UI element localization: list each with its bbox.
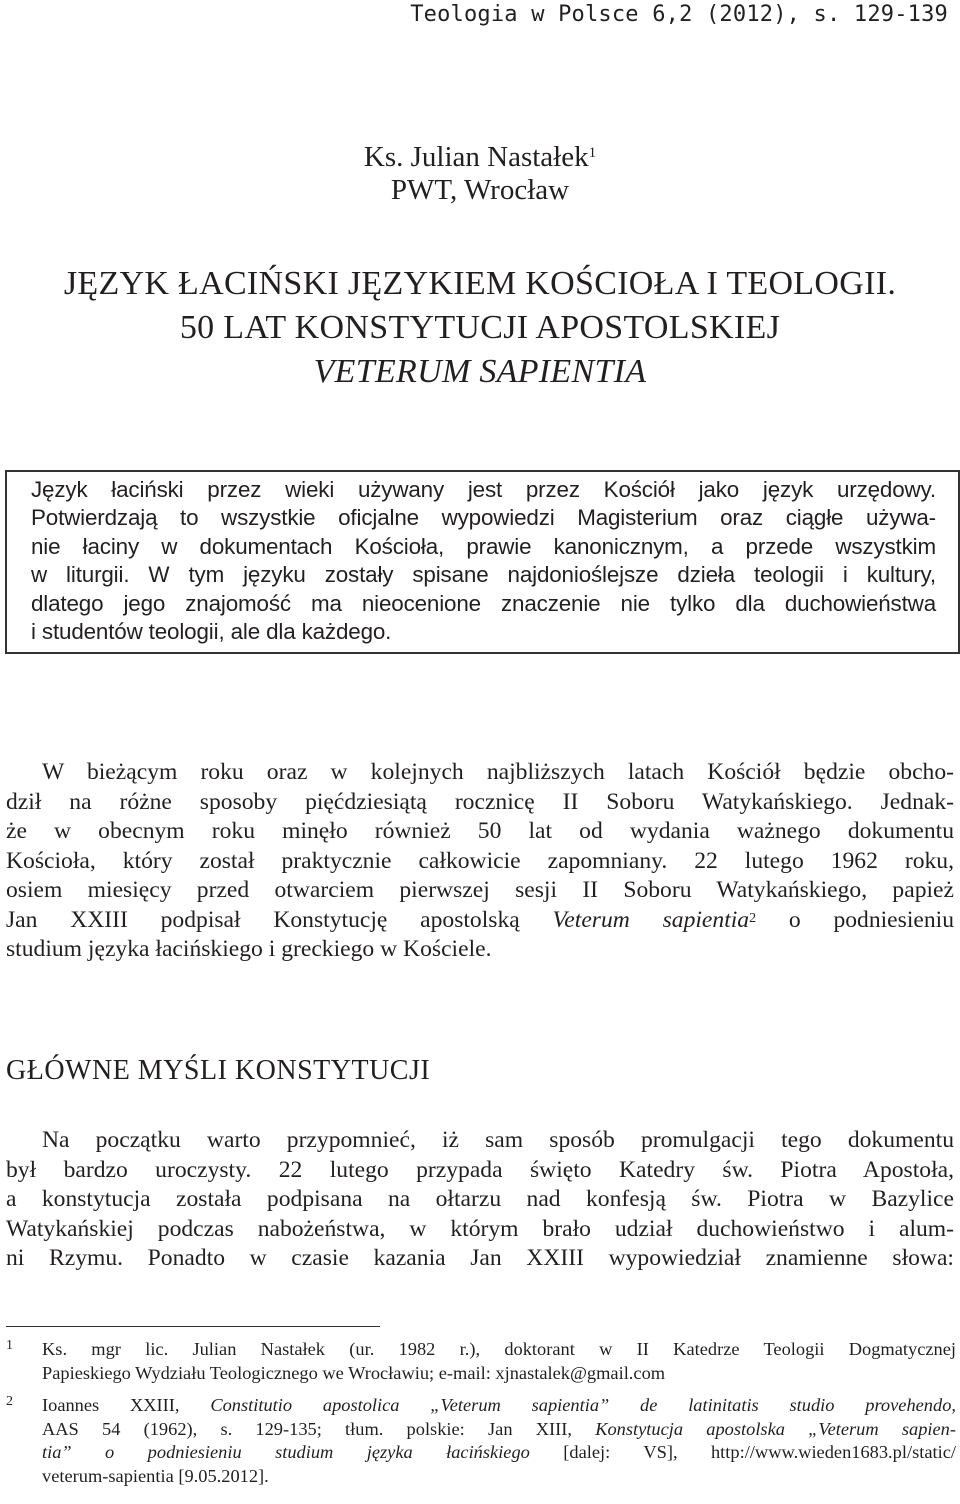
article-title [0,262,960,394]
paragraph-line: Watykańskiej podczas nabożeństwa, w którym brało udział duchowieństwo i alum- [6,1215,954,1242]
footnote-number: 1 [6,1338,13,1353]
line-text: [dalej: VS], http://www.wieden1683.pl/static/ [529,1442,956,1462]
footnote-line: Papieskiego Wydziału Teologicznego we Wrocławiu; e-mail: xjnastalek@gmail.com [42,1362,666,1383]
paragraph-line: Kościoła, który został praktycznie całkowicie zapomniany. 22 lutego 1962 roku, [6,847,954,874]
footnote-text [42,1338,956,1385]
paragraph-line [6,906,954,936]
italic-text: tia” o podniesieniu studium języka łacińskiego [42,1442,530,1462]
author-footnote-ref: 1 [588,145,597,161]
abstract-line: Potwierdzają to wszystkie oficjalne wypowiedzi Magisterium oraz ciągłe używa- [31,505,936,531]
paragraph-line: był bardzo uroczysty. 22 lutego przypada święto Katedry św. Piotra Apostoła, [6,1156,954,1183]
abstract-line: nie łaciny w dokumentach Kościoła, prawie kanonicznym, a przede wszystkim [31,533,936,559]
footnote-line [42,1394,956,1418]
line-text: Jan XXIII podpisał Konstytucję apostolską [6,906,553,933]
author-name [0,140,960,174]
paragraph-line: W bieżącym roku oraz w kolejnych najbliższych latach Kościół będzie obcho- [42,759,954,785]
paragraph-line: studium języka łacińskiego i greckiego w Kościele. [6,936,492,962]
author-name-text: Ks. Julian Nastałek [363,141,589,173]
line-text: Ioannes XXIII, [42,1395,211,1415]
author-affiliation: PWT, Wrocław [390,174,570,206]
italic-text: Konstytucja apostolska „Veterum sapien- [595,1418,956,1439]
abstract-line: i studentów teologii, ale dla każdego. [31,619,392,645]
line-text: o podniesieniu [756,906,955,933]
title-line-2: 50 LAT KONSTYTUCJI APOSTOLSKIEJ [179,309,781,346]
abstract-line: Język łaciński przez wieki używany jest przez Kościół jako język urzędowy. [31,477,936,502]
journal-header: Teologia w Polsce 6,2 (2012), s. 129-139 [410,2,948,27]
footnote-line: veterum-sapientia [9.05.2012]. [42,1465,269,1486]
italic-text: Constitutio apostolica „Veterum sapientia” de latinitatis studio provehendo, [210,1395,956,1415]
paragraph-line: że w obecnym roku minęło również 50 lat od wydania ważnego dokumentu [6,818,954,844]
footnote-divider [6,1326,380,1327]
paragraph-line: osiem miesięcy przed otwarciem pierwszej sesji II Soboru Watykańskiego, papież [6,877,954,903]
footnote-number: 2 [6,1394,13,1409]
paragraph-line: ni Rzymu. Ponadto w czasie kazania Jan XXIII wypowiedział znamienne słowa: [6,1245,954,1271]
line-text: AAS 54 (1962), s. 129-135; tłum. polskie: Jan XIII, [42,1418,596,1439]
paragraph-line: Na początku warto przypomnieć, iż sam sposób promulgacji tego dokumentu [42,1127,954,1153]
abstract-line: w liturgii. W tym języku zostały spisane najdonioślejsze dzieła teologii i kultury, [31,562,936,588]
body-paragraph-2 [6,1126,954,1274]
document-title-italic: Veterum sapientia [552,906,750,933]
title-line-3: VETERUM SAPIENTIA [313,353,647,390]
footnote-line [42,1418,956,1442]
paragraph-line: a konstytucja została podpisana na ołtarzu nad konfesją św. Piotra w Bazylice [6,1186,954,1212]
abstract-box [5,470,960,654]
footnote-text [42,1394,956,1488]
paragraph-line: dził na różne sposoby pięćdziesiątą rocznicę II Soboru Watykańskiego. Jednak- [6,788,954,815]
title-line-1: JĘZYK ŁACIŃSKI JĘZYKIEM KOŚCIOŁA I TEOLOGII. [63,265,897,302]
footnote-ref-2: 2 [749,910,757,926]
abstract-line: dlatego jego znajomość ma nieocenione znaczenie nie tylko dla duchowieństwa [31,590,936,616]
section-heading: GŁÓWNE MYŚLI KONSTYTUCJI [6,1055,431,1086]
footnote-line [42,1441,956,1465]
body-paragraph-1 [6,758,954,965]
footnote-line: Ks. mgr lic. Julian Nastałek (ur. 1982 r.), doktorant w II Katedrze Teologii Dogmatycznej [42,1339,956,1359]
